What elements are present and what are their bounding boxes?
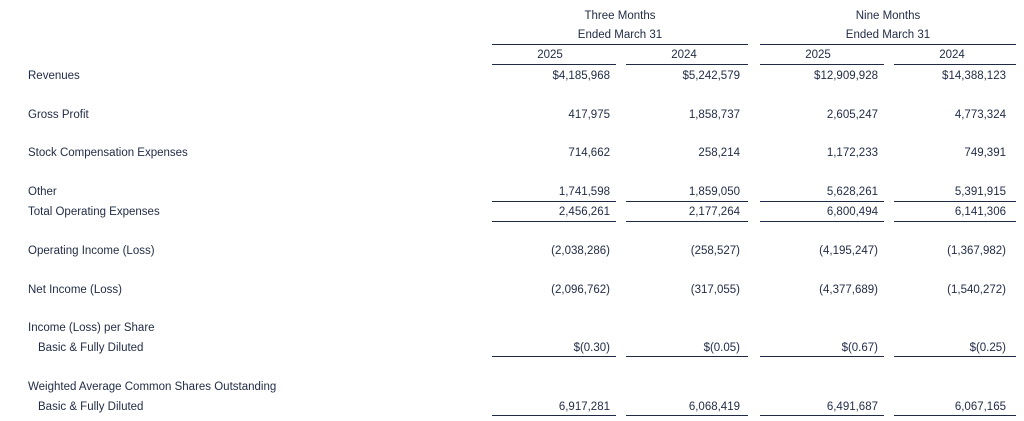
cell-value: 5,628,261 <box>826 186 878 198</box>
row-sublabel-weighted-shares: Basic & Fully Diluted <box>38 401 144 413</box>
eps-divider <box>626 356 748 357</box>
cell-value: 6,491,687 <box>826 401 878 413</box>
cell-value: $(0.25) <box>969 342 1006 354</box>
cell-value: 417,975 <box>568 109 610 121</box>
cell-value: 6,067,165 <box>954 401 1006 413</box>
cell-value: $12,909,928 <box>814 70 878 82</box>
eps-divider <box>760 356 884 357</box>
cell-value: (1,540,272) <box>947 284 1006 296</box>
row-label-weighted-shares: Weighted Average Common Shares Outstanding <box>28 381 277 393</box>
total-divider <box>626 221 748 222</box>
cell-value: (4,195,247) <box>819 245 878 257</box>
eps-divider <box>894 356 1016 357</box>
cell-value: $4,185,968 <box>552 70 610 82</box>
cell-value: (258,527) <box>690 245 740 257</box>
shares-divider <box>894 415 1016 416</box>
row-label-net-income: Net Income (Loss) <box>28 284 122 296</box>
cell-value: $5,242,579 <box>682 70 740 82</box>
subtotal-divider <box>626 201 748 202</box>
year-divider <box>894 64 1016 65</box>
cell-value: 1,172,233 <box>826 147 878 159</box>
total-divider <box>760 221 884 222</box>
row-label-stock-compensation: Stock Compensation Expenses <box>28 147 188 159</box>
cell-value: (1,367,982) <box>947 245 1006 257</box>
cell-value: 6,068,419 <box>688 401 740 413</box>
total-divider <box>894 221 1016 222</box>
cell-value: (2,096,762) <box>551 284 610 296</box>
cell-value: $14,388,123 <box>942 70 1006 82</box>
cell-value: 2,605,247 <box>826 109 878 121</box>
subtotal-divider <box>760 201 884 202</box>
header-nine-months: Nine Months <box>855 10 921 22</box>
year-header: 2025 <box>537 49 563 61</box>
row-sublabel-eps: Basic & Fully Diluted <box>38 342 144 354</box>
cell-value: 749,391 <box>964 147 1006 159</box>
cell-value: 1,858,737 <box>688 109 740 121</box>
cell-value: $(0.30) <box>573 342 610 354</box>
cell-value: $(0.67) <box>841 342 878 354</box>
row-label-total-operating-expenses: Total Operating Expenses <box>28 206 160 218</box>
year-header: 2024 <box>939 49 965 61</box>
cell-value: 1,859,050 <box>688 186 740 198</box>
row-label-eps: Income (Loss) per Share <box>28 322 155 334</box>
cell-value: $(0.05) <box>703 342 740 354</box>
shares-divider <box>626 415 748 416</box>
row-label-revenues: Revenues <box>28 70 80 82</box>
eps-divider <box>492 356 616 357</box>
cell-value: (4,377,689) <box>819 284 878 296</box>
row-label-gross-profit: Gross Profit <box>28 109 89 121</box>
cell-value: 5,391,915 <box>954 186 1006 198</box>
header-three-months-period: Ended March 31 <box>577 29 663 41</box>
row-label-operating-income: Operating Income (Loss) <box>28 245 155 257</box>
cell-value: 6,141,306 <box>954 206 1006 218</box>
cell-value: 6,800,494 <box>826 206 878 218</box>
cell-value: 1,741,598 <box>558 186 610 198</box>
cell-value: (2,038,286) <box>551 245 610 257</box>
year-header: 2024 <box>671 49 697 61</box>
total-divider <box>492 221 616 222</box>
cell-value: 2,456,261 <box>558 206 610 218</box>
cell-value: 258,214 <box>698 147 740 159</box>
cell-value: 6,917,281 <box>558 401 610 413</box>
year-divider <box>492 64 616 65</box>
cell-value: 2,177,264 <box>688 206 740 218</box>
year-header: 2025 <box>805 49 831 61</box>
header-nine-months-period: Ended March 31 <box>845 29 931 41</box>
header-divider <box>492 44 748 45</box>
shares-divider <box>492 415 616 416</box>
year-divider <box>760 64 884 65</box>
cell-value: (317,055) <box>690 284 740 296</box>
header-divider <box>760 44 1016 45</box>
cell-value: 4,773,324 <box>954 109 1006 121</box>
shares-divider <box>760 415 884 416</box>
header-three-months: Three Months <box>584 10 656 22</box>
subtotal-divider <box>894 201 1016 202</box>
year-divider <box>626 64 748 65</box>
cell-value: 714,662 <box>568 147 610 159</box>
subtotal-divider <box>492 201 616 202</box>
row-label-other: Other <box>28 186 57 198</box>
